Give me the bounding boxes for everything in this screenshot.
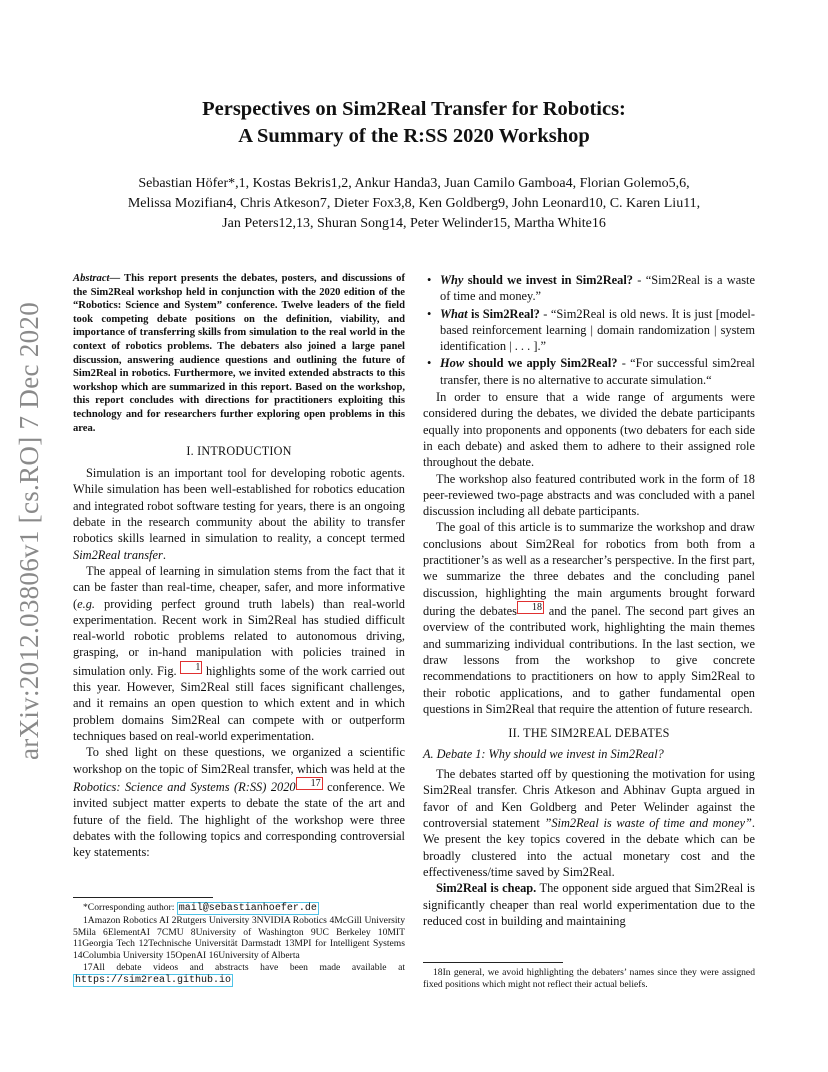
figure-reference-link[interactable]: 1 [180, 661, 202, 674]
abstract: Abstract— This report presents the debates, posters, and discussions of the Sim2Real workshop held in conjunction with the 2020 edition of the “Robotics: Science and System” conference. Twelve leaders of the field took competing debate positions on the definition, viability, and importance of transferring skills from simulation to the real world in the context of robotics problems. The debaters also joined a large panel discussion, answering audience questions and outlining the future of Sim2Real in robotics. Furthermore, we invited extended abstracts to this workshop which are summarized in this report. Based on the workshop, this report concludes with directions for practitioners exploiting this technology and for researchers further exploring open problems in this area. [73, 273, 405, 434]
intro-paragraph-2: The appeal of learning in simulation stems from the fact that it can be faster than real-time, cheaper, safer, and more informative (e.g. providing perfect ground truth labels) than real-world experimentation. Recent work in Sim2Real has studied difficult real-world robotic problems related to autonomous driving, grasping, or in-hand manipulation with policies trained in simulation only. Fig. 1 highlights some of the work carried out this year. However, Sim2Real still faces significant challenges, and it remains an open question to which extent and in which problem domains Sim2Real can compete with or outperform techniques based on real-world experimentation. [73, 563, 405, 743]
debate-1-paragraph-2: Sim2Real is cheap. The opponent side argued that Sim2Real is significantly cheaper than real world experimentation due to the reduced cost in building and maintaining [423, 881, 755, 928]
author-line-3: Jan Peters12,13, Shuran Song14, Peter Welinder15, Martha White16 [222, 216, 606, 231]
affiliations-footnote: 1Amazon Robotics AI 2Rutgers University 3NVIDIA Robotics 4McGill University 5Mila 6ElementAI 7CMU 8University of Washington 9UC Berkeley 10MIT 11Georgia Tech 12Technische Universität Darmstadt 13MPI for Intelligent Systems 14Columbia University 15OpenAI 16University of Alberta [73, 914, 405, 962]
right-paragraph-2: The workshop also featured contributed work in the form of 18 peer-reviewed two-page abstracts and was concluded with a panel discussion including all debate participants. [423, 471, 755, 519]
debate-topic-item: • How should we apply Sim2Real? - “For successful sim2real transfer, there is no alternative to accurate simulation.“ [423, 355, 755, 388]
subsection-heading-debate-1: A. Debate 1: Why should we invest in Sim2Real? [423, 747, 664, 762]
left-footnotes [73, 897, 405, 987]
title-line-1: Perspectives on Sim2Real Transfer for Robotics: [202, 98, 626, 120]
debate-topic-item: • What is Sim2Real? - “Sim2Real is old news. It is just [model-based reinforcement learning | domain randomization | system identification | . . . ].” [423, 306, 755, 355]
footnote-18-link[interactable]: 18 [517, 601, 544, 614]
corresponding-author-footnote: *Corresponding author: mail@sebastianhoefer.de [83, 902, 317, 914]
footnote-17-link[interactable]: 17 [296, 777, 323, 790]
right-paragraph-3: The goal of this article is to summarize the workshop and draw conclusions about Sim2Real for robotics from both from a practitioner’s as well as a researcher’s perspective. In the first part, we summarize the three debates and the concluding panel discussion, highlighting the main arguments brought forward during the debates 18 and the panel. The second part gives an overview of the contributed work, highlighting the main themes and summarizing individual contributions. In the last section, we draw lessons from the workshop to give concrete recommendations to practitioners on how to apply Sim2Real to their robotic applications, and to gather fundamental open questions in Sim2Real that require the attention of future research. [423, 520, 755, 716]
right-column [423, 272, 755, 929]
debate-1-paragraph-1: The debates started off by questioning the motivation for using Sim2Real transfer. Chris Atkeson and Abhinav Gupta argued in favor of and Ken Goldberg and Peter Welinder against the controversial statement ”Sim2Real is waste of time and money”. We present the key topics covered in the debate which can be broadly clustered into the actual monetary cost and the effectiveness/time saved by Sim2Real. [423, 767, 755, 879]
arxiv-identifier-stamp: arXiv:2012.03806v1 [cs.RO] 7 Dec 2020 [14, 301, 44, 760]
debate-topics-list [423, 272, 755, 388]
intro-paragraph-3: To shed light on these questions, we organized a scientific workshop on the topic of Sim2Real transfer, which was held at the Robotics: Science and Systems (R:SS) 2020 17 conference. We invited subject matter experts to debate the state of the art and future of the field. The highlight of the workshop were three debates with the following topics and corresponding controversial key statements: [73, 745, 406, 860]
left-column [73, 272, 405, 861]
abstract-text: This report presents the debates, posters, and discussions of the Sim2Real workshop held in conjunction with the 2020 edition of the “Robotics: Science and System” conference. Twelve leaders of the field took competing debate positions on the definition, viability, and importance of transferring skills from simulation to the real world in the context of robotics problems. The debaters also joined a large panel discussion, answering audience questions and outlining the future of Sim2Real in robotics. Furthermore, we invited extended abstracts to this workshop which are summarized in this report. Based on the workshop, this report concludes with directions for practitioners exploiting this technology and for researchers further exploring open problems in this area. [73, 273, 405, 434]
section-heading-introduction: I. INTRODUCTION [186, 444, 292, 459]
workshop-url-link[interactable]: https://sim2real.github.io [75, 974, 232, 986]
paper-title [0, 96, 828, 150]
right-footnotes [423, 962, 755, 991]
footnote-rule [73, 897, 213, 898]
title-line-2: A Summary of the R:SS 2020 Workshop [238, 125, 590, 147]
debate-topic-item: • Why should we invest in Sim2Real? - “Sim2Real is a waste of time and money.” [423, 272, 755, 305]
right-paragraph-1: In order to ensure that a wide range of arguments were considered during the debates, we divided the debate participants equally into proponents and opponents (two debaters for each side in each debate) and asked them to adhere to their assigned role throughout the debate. [423, 390, 755, 470]
footnote-18: 18In general, we avoid highlighting the debaters’ names since they were assigned fixed positions which might not reflect their actual beliefs. [423, 967, 755, 990]
footnote-17: 17All debate videos and abstracts have been made available at https://sim2real.github.io [75, 961, 405, 986]
corresponding-email-link[interactable]: mail@sebastianhoefer.de [178, 903, 317, 914]
abstract-label: Abstract [73, 273, 110, 284]
footnote-rule [423, 962, 563, 963]
intro-paragraph-1: Simulation is an important tool for developing robotic agents. While simulation has been well-established for robotics education and integrated robot software testing for years, there is an ongoing debate in the research community about the ability to transfer robotics skills learned in simulation to reality, a concept termed Sim2Real transfer. [73, 466, 405, 562]
author-line-2: Melissa Mozifian4, Chris Atkeson7, Dieter Fox3,8, Ken Goldberg9, John Leonard10, C. Karen Liu11, [127, 196, 701, 211]
author-line-1: Sebastian Höfer*,1, Kostas Bekris1,2, Ankur Handa3, Juan Camilo Gamboa4, Florian Golemo5,6, [138, 176, 690, 191]
author-list [92, 174, 736, 234]
section-heading-debates: II. THE SIM2REAL DEBATES [508, 726, 670, 741]
